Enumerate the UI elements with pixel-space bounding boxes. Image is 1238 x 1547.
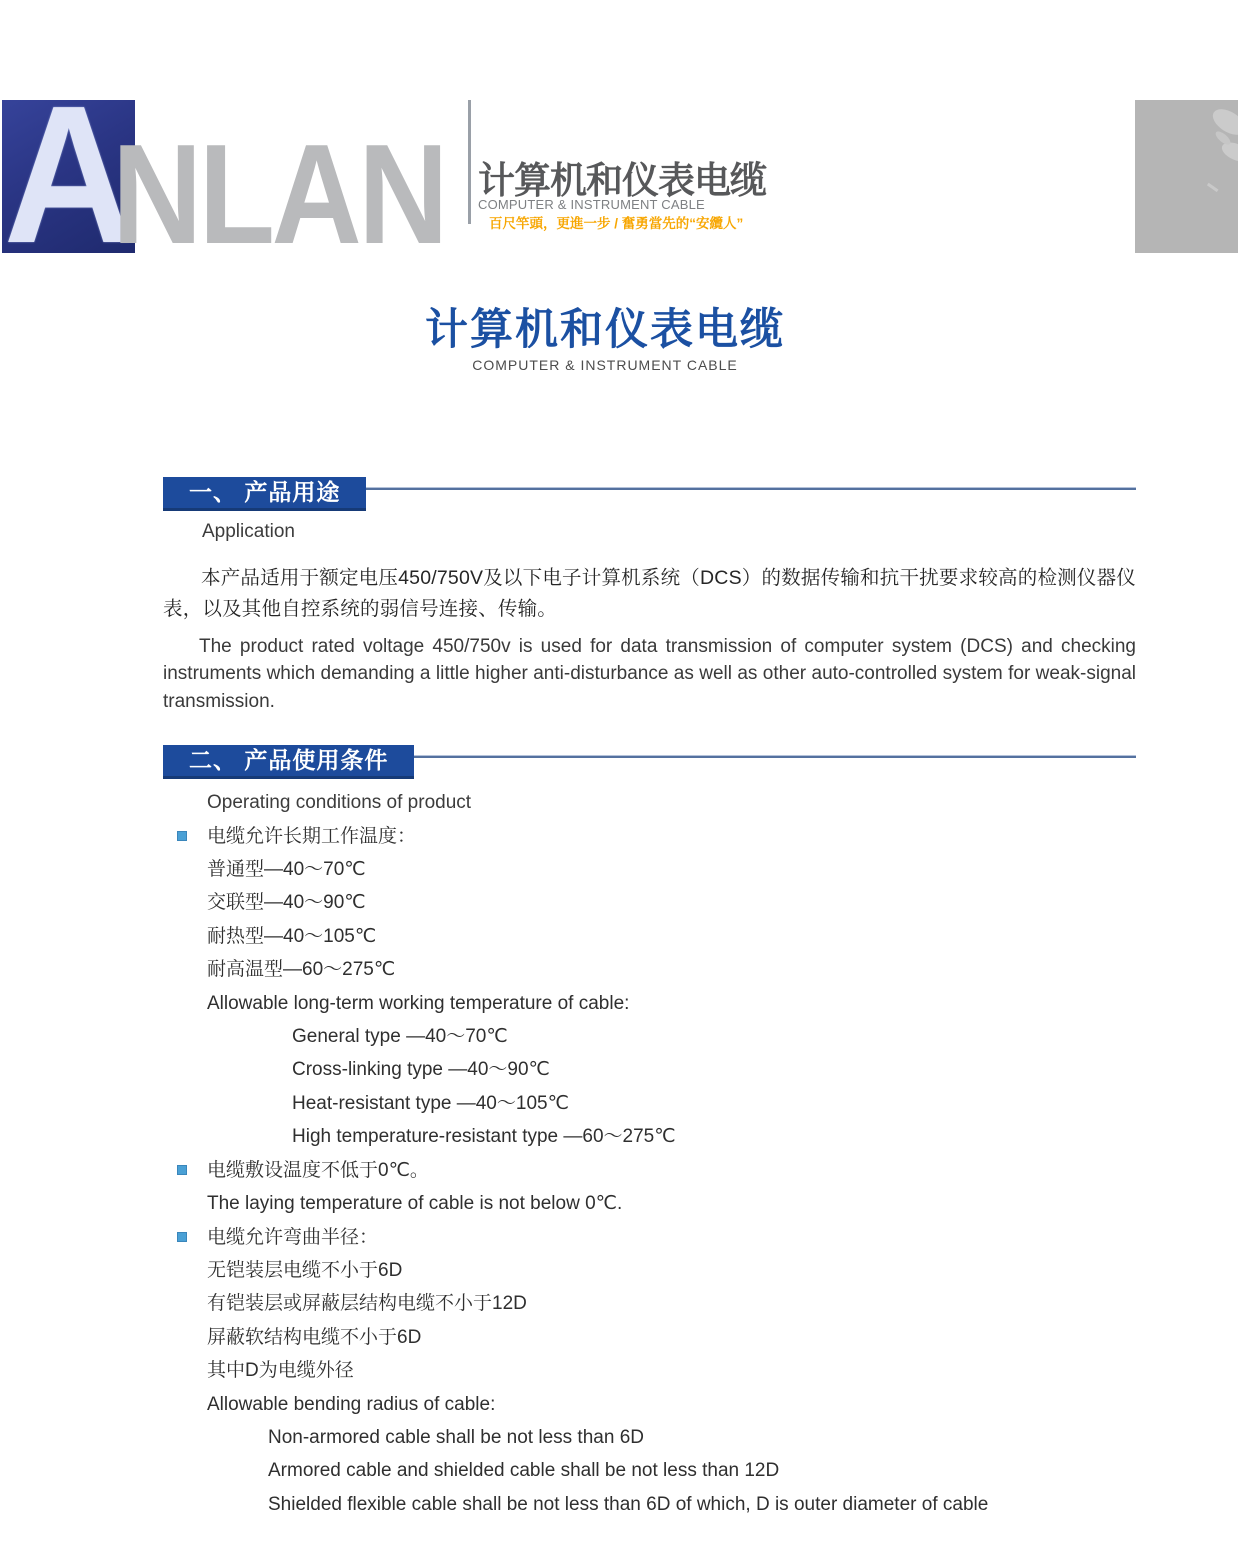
list-item-text: 耐高温型—60～275℃ <box>207 959 396 981</box>
list-item <box>163 1388 1136 1421</box>
list-item <box>163 1221 1136 1254</box>
list-item <box>163 987 1136 1020</box>
list-item <box>163 1020 1136 1053</box>
conditions-list <box>163 820 1136 1522</box>
list-item-text: 其中D为电缆外径 <box>207 1360 354 1382</box>
section1-heading-bar <box>163 477 1136 511</box>
list-item <box>163 1321 1136 1354</box>
list-item <box>163 1087 1136 1120</box>
list-item-text: 电缆允许弯曲半径： <box>207 1226 379 1248</box>
list-item-text: General type —40～70℃ <box>292 1026 508 1048</box>
section1-rule <box>366 488 1136 490</box>
section2-rule <box>414 756 1136 758</box>
list-item-text: High temperature-resistant type —60～275℃ <box>292 1126 676 1148</box>
section1-subheading: Application <box>202 521 295 542</box>
header-slogan: 百尺竿頭，更進一步 / 奮勇當先的“安纜人” <box>489 216 744 231</box>
corner-decoration <box>1135 100 1238 253</box>
bullet-square-icon <box>177 1232 187 1242</box>
leaf-silhouette-graphic <box>1135 100 1238 253</box>
list-item-text: Cross-linking type —40～90℃ <box>292 1059 550 1081</box>
list-item <box>163 1187 1136 1220</box>
list-item-text: 无铠装层电缆不小于6D <box>207 1259 403 1281</box>
list-item-text: Allowable bending radius of cable: <box>207 1393 496 1415</box>
list-item-text: 交联型—40～90℃ <box>207 892 366 914</box>
list-item <box>163 853 1136 886</box>
list-item <box>163 1454 1136 1487</box>
list-item <box>163 1287 1136 1320</box>
bullet-square-icon <box>177 1165 187 1175</box>
section2-subheading: Operating conditions of product <box>207 792 472 814</box>
section1-heading: 一、 产品用途 <box>163 477 366 511</box>
section1-paragraph-cn: 本产品适用于额定电压450/750V及以下电子计算机系统（DCS）的数据传输和抗干扰要求较高的检测仪器仪表，以及其他自控系统的弱信号连接、传输。 <box>163 567 1136 620</box>
list-item-text: Armored cable and shielded cable shall be not less than 12D <box>268 1460 780 1482</box>
page-subtitle: COMPUTER & INSTRUMENT CABLE <box>472 357 738 373</box>
section1-paragraph-en: The product rated voltage 450/750v is used for data transmission of computer system (DCS) and checking instruments which demanding a little higher anti-disturbance as well as other auto-controlled system for weak-signal transmission. <box>163 636 1136 712</box>
section2-heading-bar <box>163 745 1136 779</box>
header-divider <box>468 100 471 224</box>
list-item <box>163 1254 1136 1287</box>
list-item <box>163 920 1136 953</box>
list-item <box>163 1053 1136 1086</box>
list-item-text: Non-armored cable shall be not less than 6D <box>268 1426 644 1448</box>
page-title: 计算机和仪表电缆 <box>425 306 785 354</box>
list-item <box>163 1120 1136 1153</box>
list-item <box>163 1154 1136 1187</box>
logo-letter-a: A <box>3 100 134 253</box>
list-item <box>163 886 1136 919</box>
list-item <box>163 1421 1136 1454</box>
list-item-text: The laying temperature of cable is not below 0℃. <box>207 1193 623 1215</box>
list-item-text: 电缆敷设温度不低于0℃。 <box>207 1159 429 1181</box>
list-item-text: Allowable long-term working temperature of cable: <box>207 992 630 1014</box>
list-item-text: 电缆允许长期工作温度： <box>207 825 417 847</box>
content <box>163 477 1136 1521</box>
list-item-text: 普通型—40～70℃ <box>207 859 366 881</box>
list-item <box>163 820 1136 853</box>
header-product-title-cn: 计算机和仪表电缆 <box>478 160 766 201</box>
list-item <box>163 1354 1136 1387</box>
list-item <box>163 953 1136 986</box>
bullet-square-icon <box>177 831 187 841</box>
list-item-text: 耐热型—40～105℃ <box>207 925 377 947</box>
list-item-text: Heat-resistant type —40～105℃ <box>292 1092 569 1114</box>
logo-text-nlan: NLAN <box>112 115 445 274</box>
list-item-text: 有铠装层或屏蔽层结构电缆不小于12D <box>207 1293 527 1315</box>
list-item-text: 屏蔽软结构电缆不小于6D <box>207 1326 422 1348</box>
list-item <box>163 1488 1136 1521</box>
header-product-title-en: COMPUTER & INSTRUMENT CABLE <box>478 197 705 212</box>
section2-heading: 二、 产品使用条件 <box>163 745 414 779</box>
list-item-text: Shielded flexible cable shall be not less than 6D of which, D is outer diameter of cable <box>268 1493 989 1515</box>
